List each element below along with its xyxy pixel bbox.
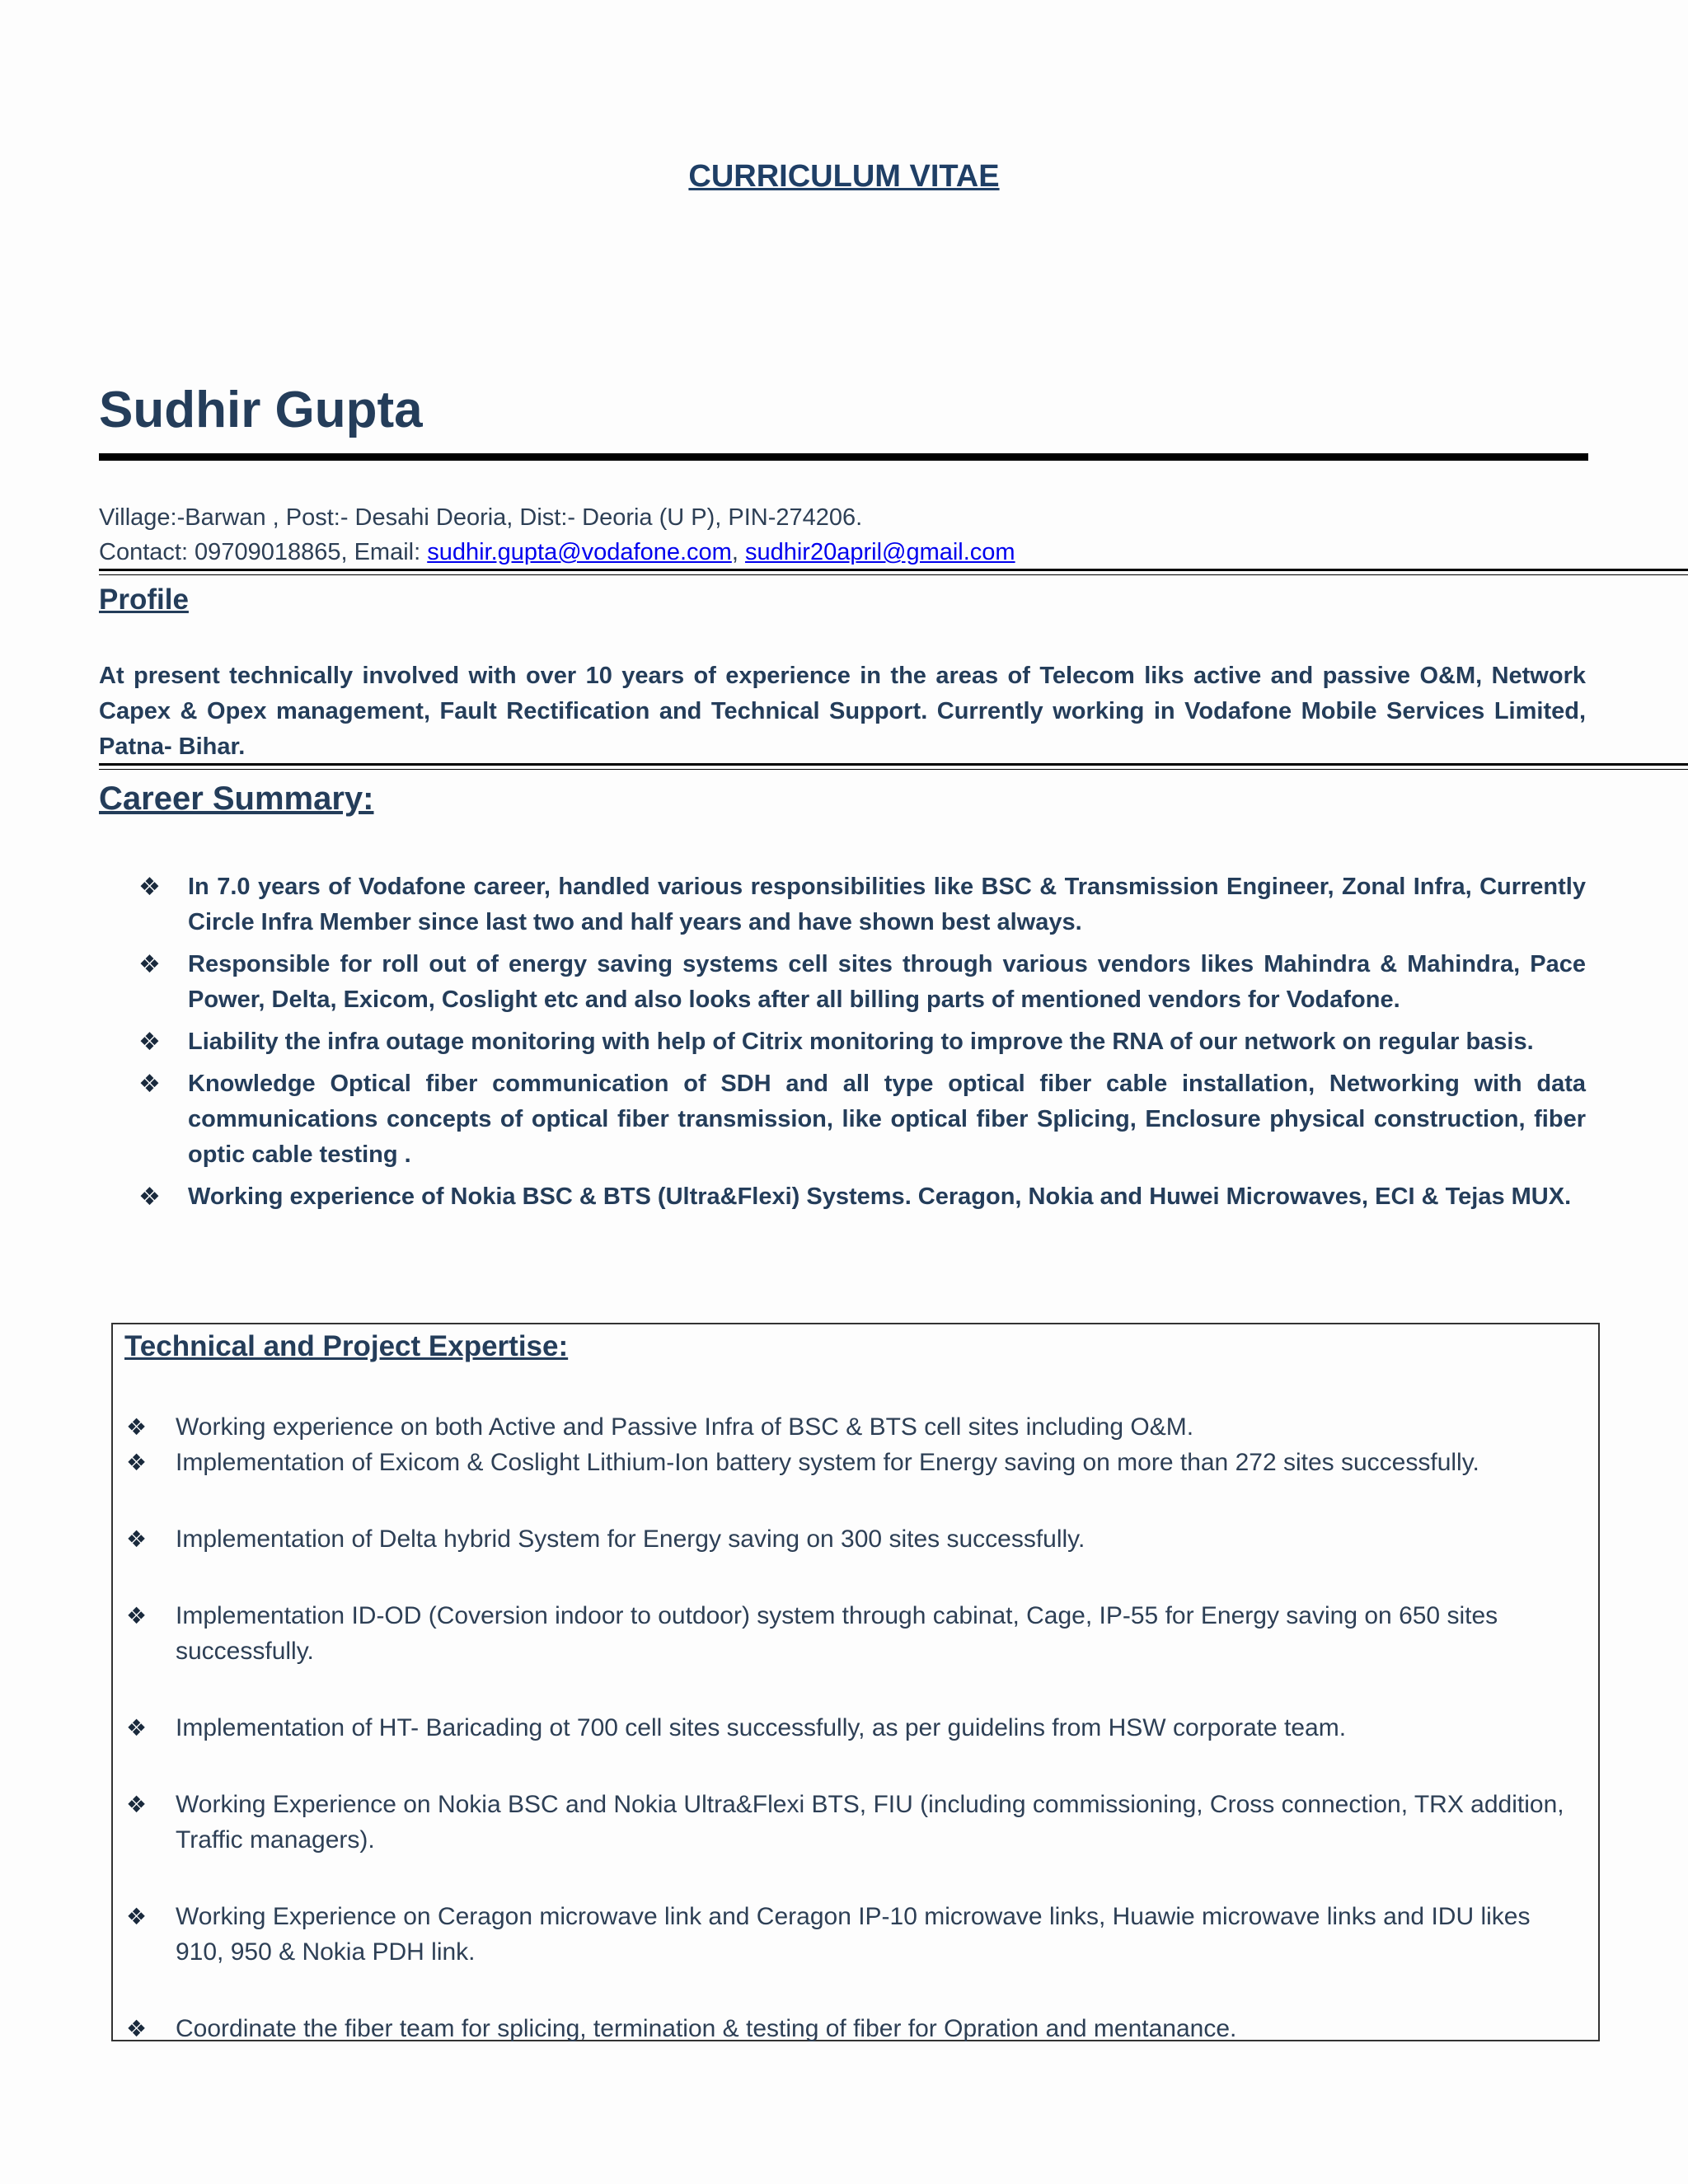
diamond-four-icon: ❖ xyxy=(126,1526,148,1552)
diamond-four-icon: ❖ xyxy=(126,1715,148,1741)
candidate-name: Sudhir Gupta xyxy=(99,382,423,438)
name-divider xyxy=(99,453,1588,461)
contact-prefix: Contact: 09709018865, Email: xyxy=(99,539,428,565)
contact-separator: , xyxy=(731,539,745,565)
contact-divider xyxy=(99,569,1688,571)
tech-item-text: Implementation of Delta hybrid System for Energy saving on 300 sites successfully. xyxy=(176,1526,1085,1553)
list-item xyxy=(138,947,1586,1018)
diamond-four-icon: ❖ xyxy=(138,1183,161,1211)
list-item xyxy=(126,1445,1585,1480)
career-summary-heading: Career Summary: xyxy=(99,780,374,817)
tech-item-text: Working Experience on Nokia BSC and Nokia Ultra&Flexi BTS, FIU (including commissioning, Cross connection, TRX addition, Traffic managers). xyxy=(176,1791,1564,1854)
diamond-four-icon: ❖ xyxy=(126,2016,148,2041)
diamond-four-icon: ❖ xyxy=(126,1792,148,1817)
tech-item-text: Coordinate the fiber team for splicing, termination & testing of fiber for Opration and mentanance. xyxy=(176,2015,1237,2042)
tech-item-text: Implementation ID-OD (Coversion indoor to outdoor) system through cabinat, Cage, IP-55 for Energy saving on 650 sites successfully. xyxy=(176,1602,1498,1665)
address-line: Village:-Barwan , Post:- Desahi Deoria, Dist:- Deoria (U P), PIN-274206. xyxy=(99,504,863,531)
email-link-work[interactable]: sudhir.gupta@vodafone.com xyxy=(427,539,732,565)
diamond-four-icon: ❖ xyxy=(126,1450,148,1475)
technical-expertise-heading: Technical and Project Expertise: xyxy=(124,1330,569,1362)
email-link-personal[interactable]: sudhir20april@gmail.com xyxy=(744,539,1015,565)
diamond-four-icon: ❖ xyxy=(126,1414,148,1440)
profile-heading: Profile xyxy=(99,583,189,616)
list-item xyxy=(138,1066,1586,1173)
list-item xyxy=(126,1409,1585,1445)
diamond-four-icon: ❖ xyxy=(126,1603,148,1629)
diamond-four-icon: ❖ xyxy=(138,951,161,978)
career-item-text: In 7.0 years of Vodafone career, handled various responsibilities like BSC & Transmission Engineer, Zonal Infra, Currently Circle Infra Member since last two and half years and have shown best always. xyxy=(188,874,1586,935)
list-item xyxy=(138,869,1586,940)
technical-expertise-box xyxy=(111,1323,1600,2041)
list-item xyxy=(126,1899,1585,1970)
career-item-text: Knowledge Optical fiber communication of SDH and all type optical fiber cable installation, Networking with data communications concepts of optical fiber transmission, like optical fiber Splicing, Enclosure physical construction, fiber optic cable testing . xyxy=(188,1071,1586,1168)
list-item xyxy=(126,1787,1585,1858)
list-item xyxy=(138,1179,1586,1215)
diamond-four-icon: ❖ xyxy=(138,1071,161,1098)
contact-line xyxy=(99,535,1015,570)
list-item xyxy=(126,1521,1585,1557)
career-item-text: Working experience of Nokia BSC & BTS (Ultra&Flexi) Systems. Ceragon, Nokia and Huwei Microwaves, ECI & Tejas MUX. xyxy=(188,1183,1572,1210)
profile-text: At present technically involved with over 10 years of experience in the areas of Telecom liks active and passive O&M, Network Capex & Opex management, Fault Rectification and Technical Support. Currently working in Vodafone Mobile Services Limited, Patna- Bihar. xyxy=(99,663,1586,760)
career-item-text: Liability the infra outage monitoring with help of Citrix monitoring to improve the RNA of our network on regular basis. xyxy=(188,1029,1534,1055)
list-item xyxy=(126,1598,1585,1669)
career-summary-list xyxy=(138,869,1586,1221)
profile-divider xyxy=(99,763,1688,766)
tech-item-text: Working experience on both Active and Passive Infra of BSC & BTS cell sites including O&M. xyxy=(176,1413,1194,1441)
diamond-four-icon: ❖ xyxy=(138,874,161,901)
document-title: CURRICULUM VITAE xyxy=(688,159,1000,194)
tech-item-text: Implementation of HT- Baricading ot 700 cell sites successfully, as per guidelins from HSW corporate team. xyxy=(176,1714,1347,1741)
diamond-four-icon: ❖ xyxy=(126,1904,148,1929)
list-item xyxy=(126,1710,1585,1746)
tech-item-text: Implementation of Exicom & Coslight Lithium-Ion battery system for Energy saving on more than 272 sites successfully. xyxy=(176,1449,1479,1476)
career-item-text: Responsible for roll out of energy saving systems cell sites through various vendors likes Mahindra & Mahindra, Pace Power, Delta, Exicom, Coslight etc and also looks after all billing parts of mentioned vendors for Vodafone. xyxy=(188,951,1586,1013)
list-item xyxy=(138,1024,1586,1060)
technical-expertise-list xyxy=(126,1409,1585,2046)
tech-item-text: Working Experience on Ceragon microwave link and Ceragon IP-10 microwave links, Huawie microwave links and IDU likes 910, 950 & Nokia PDH link. xyxy=(176,1903,1531,1966)
list-item xyxy=(126,2011,1585,2046)
diamond-four-icon: ❖ xyxy=(138,1029,161,1056)
